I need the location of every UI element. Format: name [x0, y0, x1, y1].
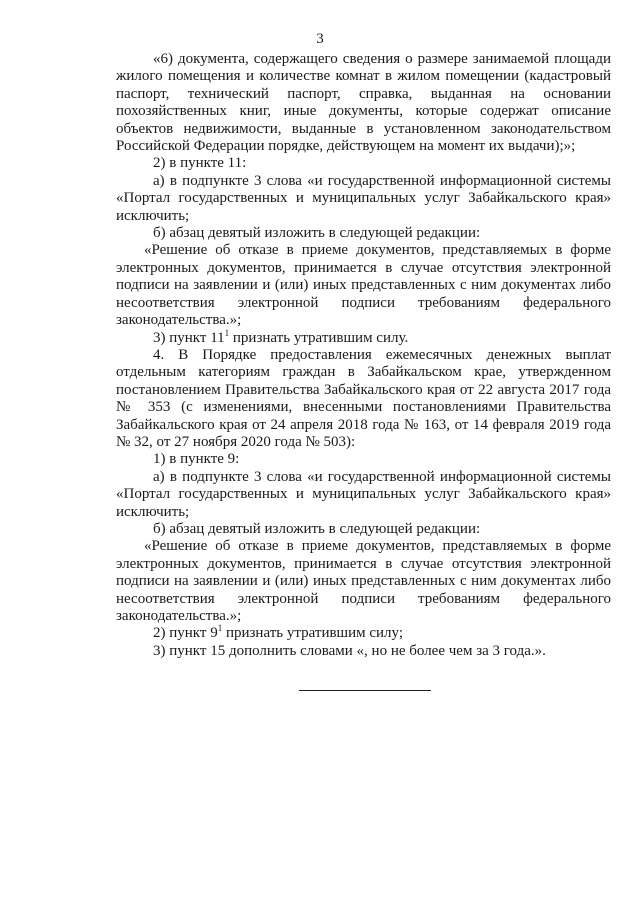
paragraph-item-1: 1) в пункте 9: — [153, 451, 240, 468]
paragraph-clause-6: «6) документа, содержащего сведения о размере занимаемой площади жилого помещения и количестве комнат в жилом помещении (кадастровый паспорт, технический паспорт, справка, выданная на основании похозяйственных книг, иные документы, которые содержат описание объектов недвижимости, выданные в установленном законодательством Российской Федерации порядке, действующем на момент их выдачи);»; — [116, 51, 611, 155]
paragraph-subitem-a: а) в подпункте 3 слова «и государственной информационной системы «Портал государственных и муниципальных услуг Забайкальского края» исключить; — [116, 172, 611, 224]
paragraph-item-2: 2) в пункте 11: — [153, 155, 247, 172]
paragraph-subitem-b: б) абзац девятый изложить в следующей редакции: — [153, 225, 481, 242]
paragraph-item-3 — [116, 327, 611, 347]
paragraph-subitem-a-2: а) в подпункте 3 слова «и государственной информационной системы «Портал государственных и муниципальных услуг Забайкальского края» исключить; — [116, 468, 611, 520]
document-body — [116, 51, 611, 660]
item-2b-text-end: признать утратившим силу; — [222, 625, 404, 642]
paragraph-quoted-decision-2: «Решение об отказе в приеме документов, представляемых в форме электронных документов, принимается в случае отсутствия электронной подписи на заявлении и (или) иных представленных с ним документах либо несоответствия электронной подписи требованиям федерального законодательства.»; — [116, 538, 611, 624]
paragraph-item-3-b: 3) пункт 15 дополнить словами «, но не более чем за 3 года.». — [153, 642, 546, 659]
paragraph-item-2-b — [116, 625, 611, 642]
item-3-text-end: признать утратившим силу. — [229, 329, 409, 346]
item-2b-superscript: 1 — [217, 623, 223, 634]
paragraph-section-4: 4. В Порядке предоставления ежемесячных денежных выплат отдельным категориям граждан в Забайкальском крае, утвержденном постановлением Правительства Забайкальского края от 22 августа 2017 года № 353 (с изменениями, внесенными постановлениями Правительства Забайкальского края от 24 апреля 2018 года № 163, от 14 февраля 2019 года № 32, от 27 ноября 2020 года № 503): — [116, 346, 611, 450]
item-3-superscript: 1 — [224, 327, 230, 338]
document-end-divider — [299, 690, 431, 691]
item-3-text: 3) пункт 11 — [153, 329, 225, 346]
page-number: 3 — [316, 31, 324, 47]
paragraph-subitem-b-2: б) абзац девятый изложить в следующей редакции: — [153, 520, 481, 537]
paragraph-quoted-decision: «Решение об отказе в приеме документов, представляемых в форме электронных документов, принимается в случае отсутствия электронной подписи на заявлении и (или) иных представленных с ним документах либо несоответствия электронной подписи требованиям федерального законодательства.»; — [116, 242, 611, 329]
item-2b-text: 2) пункт 9 — [153, 625, 218, 642]
